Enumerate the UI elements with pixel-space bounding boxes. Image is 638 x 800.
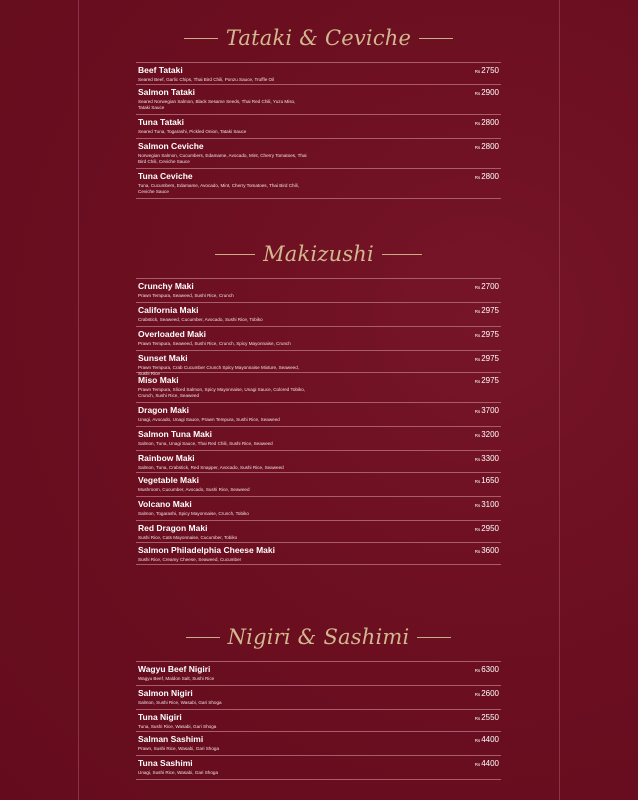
menu-item-name: Vegetable Maki bbox=[138, 475, 199, 485]
menu-item bbox=[136, 473, 501, 497]
menu-item-name: Crunchy Maki bbox=[138, 281, 194, 291]
menu-item-price bbox=[475, 172, 499, 183]
currency-symbol: Rs bbox=[474, 549, 481, 554]
menu-item-description: Prawn Tempura, Sliced Salmon, Spicy Mayonnaise, Unagi Sauce, Colored Tobiko, Crunch, Sushi Rice, Seaweed bbox=[138, 387, 306, 398]
section-tataki-ceviche bbox=[136, 18, 501, 199]
menu-item-description: Crabstick, Seaweed, Cucumber, Avocado, Sushi Rice, Tobiko bbox=[138, 317, 263, 322]
menu-item bbox=[136, 303, 501, 327]
menu-item-price bbox=[475, 546, 499, 557]
price-value: 2975 bbox=[481, 376, 499, 385]
currency-symbol: Rs bbox=[474, 121, 481, 126]
section-title-text: Tataki & Ceviche bbox=[225, 26, 412, 50]
currency-symbol: Rs bbox=[474, 457, 481, 462]
title-rule-right bbox=[419, 38, 453, 39]
price-value: 2975 bbox=[481, 330, 499, 339]
currency-symbol: Rs bbox=[474, 479, 481, 484]
section-title-text: Nigiri & Sashimi bbox=[227, 625, 410, 649]
currency-symbol: Rs bbox=[474, 762, 481, 767]
title-rule-left bbox=[215, 254, 255, 255]
currency-symbol: Rs bbox=[474, 285, 481, 290]
menu-item-description: Unagi, Sushi Rice, Wasabi, Gari Shoga bbox=[138, 770, 219, 775]
menu-item-name: Tuna Nigiri bbox=[138, 712, 182, 722]
currency-symbol: Rs bbox=[474, 333, 481, 338]
menu-item bbox=[136, 279, 501, 303]
menu-item-price bbox=[475, 476, 499, 487]
menu-item-description: Tuna, Cucumbers, Edamame, Avocado, Mint, Cherry Tomatoes, Thai Bird Chili, Ceviche Sauce bbox=[138, 183, 299, 194]
menu-item-price bbox=[475, 689, 499, 700]
menu-item-price bbox=[475, 376, 499, 387]
currency-symbol: Rs bbox=[474, 409, 481, 414]
menu-item-price bbox=[475, 713, 499, 724]
menu-item bbox=[136, 427, 501, 451]
section-title bbox=[136, 617, 501, 657]
menu-item-name: Dragon Maki bbox=[138, 405, 190, 415]
currency-symbol: Rs bbox=[474, 91, 481, 96]
menu-item-description: Sushi Rice, Cats Mayonnaise, Cucumber, Tobiko bbox=[138, 535, 238, 540]
menu-item-description: Salmon, Tuna, Crabstick, Red Snapper, Avocado, Sushi Rice, Seaweed bbox=[138, 465, 284, 470]
menu-item-price bbox=[475, 665, 499, 676]
menu-item bbox=[136, 662, 501, 686]
menu-item bbox=[136, 686, 501, 710]
price-value: 2700 bbox=[481, 282, 499, 291]
section-title bbox=[136, 234, 501, 274]
menu-item bbox=[136, 351, 501, 376]
left-border-line bbox=[78, 0, 79, 800]
menu-item-name: Tuna Sashimi bbox=[138, 758, 193, 768]
menu-item-name: Sunset Maki bbox=[138, 353, 188, 363]
section-nigiri-sashimi bbox=[136, 617, 501, 780]
section-title bbox=[136, 18, 501, 58]
price-value: 1650 bbox=[481, 476, 499, 485]
menu-item-list bbox=[136, 278, 501, 565]
menu-item-name: California Maki bbox=[138, 305, 199, 315]
menu-item-description: Wagyu Beef, Maldon Salt, Sushi Rice bbox=[138, 676, 215, 681]
menu-item bbox=[136, 169, 501, 199]
menu-item-price bbox=[475, 354, 499, 365]
right-border-line bbox=[559, 0, 560, 800]
menu-item-name: Salmon Tuna Maki bbox=[138, 429, 212, 439]
menu-item-description: Seared Beef, Garlic Chips, Thai Bird Chili, Ponzu Sauce, Truffle Oil bbox=[138, 77, 275, 82]
menu-item-name: Salmon Ceviche bbox=[138, 141, 204, 151]
menu-item-price bbox=[475, 406, 499, 417]
price-value: 3700 bbox=[481, 406, 499, 415]
menu-item bbox=[136, 521, 501, 543]
price-value: 2600 bbox=[481, 689, 499, 698]
menu-item-description: Tuna, Sushi Rice, Wasabi, Gari Shoga bbox=[138, 724, 217, 729]
currency-symbol: Rs bbox=[474, 357, 481, 362]
menu-item-price bbox=[475, 282, 499, 293]
menu-item bbox=[136, 497, 501, 521]
menu-item-description: Sushi Rice, Creamy Cheese, Seaweed, Cucumber bbox=[138, 557, 242, 562]
menu-item bbox=[136, 139, 501, 169]
menu-item-price bbox=[475, 500, 499, 511]
menu-item bbox=[136, 756, 501, 780]
menu-item bbox=[136, 373, 501, 403]
section-title-text: Makizushi bbox=[263, 242, 374, 266]
currency-symbol: Rs bbox=[474, 692, 481, 697]
menu-item-description: Salmon, Tuna, Unagi Sauce, Thai Red Chili, Sushi Rice, Seaweed bbox=[138, 441, 273, 446]
price-value: 3600 bbox=[481, 546, 499, 555]
menu-item-name: Tuna Tataki bbox=[138, 117, 184, 127]
title-rule-right bbox=[382, 254, 422, 255]
price-value: 2800 bbox=[481, 172, 499, 181]
menu-item-price bbox=[475, 524, 499, 535]
menu-item-description: Norwegian Salmon, Cucumbers, Edamame, Avocado, Mint, Cherry Tomatoes, Thai Bird Chili, Ceviche Sauce bbox=[138, 153, 307, 164]
menu-item-name: Red Dragon Maki bbox=[138, 523, 208, 533]
menu-item-name: Wagyu Beef Nigiri bbox=[138, 664, 211, 674]
price-value: 2550 bbox=[481, 713, 499, 722]
currency-symbol: Rs bbox=[474, 433, 481, 438]
menu-item-name: Salman Sashimi bbox=[138, 734, 204, 744]
currency-symbol: Rs bbox=[474, 503, 481, 508]
menu-item-name: Rainbow Maki bbox=[138, 453, 195, 463]
menu-item bbox=[136, 115, 501, 139]
currency-symbol: Rs bbox=[474, 145, 481, 150]
price-value: 2750 bbox=[481, 66, 499, 75]
menu-item bbox=[136, 451, 501, 473]
price-value: 4400 bbox=[481, 759, 499, 768]
menu-item bbox=[136, 327, 501, 351]
section-makizushi bbox=[136, 234, 501, 565]
menu-item bbox=[136, 710, 501, 732]
title-rule-left bbox=[184, 38, 218, 39]
menu-item bbox=[136, 543, 501, 565]
price-value: 2800 bbox=[481, 118, 499, 127]
currency-symbol: Rs bbox=[474, 716, 481, 721]
menu-item-description: Seared Tuna, Togarashi, Pickled Onion, Tataki Sauce bbox=[138, 129, 247, 134]
price-value: 3100 bbox=[481, 500, 499, 509]
menu-item-price bbox=[475, 118, 499, 129]
price-value: 2950 bbox=[481, 524, 499, 533]
menu-item-name: Salmon Nigiri bbox=[138, 688, 193, 698]
price-value: 2975 bbox=[481, 306, 499, 315]
menu-item-price bbox=[475, 454, 499, 465]
price-value: 3300 bbox=[481, 454, 499, 463]
price-value: 3200 bbox=[481, 430, 499, 439]
price-value: 2975 bbox=[481, 354, 499, 363]
menu-item bbox=[136, 403, 501, 427]
title-rule-left bbox=[186, 637, 220, 638]
menu-item-price bbox=[475, 735, 499, 746]
menu-item-price bbox=[475, 142, 499, 153]
menu-item-description: Seared Norwegian Salmon, Black Sesame Seeds, Thai Red Chili, Yuzu Miso, Tataki Sauce bbox=[138, 99, 296, 110]
menu-item-price bbox=[475, 66, 499, 77]
currency-symbol: Rs bbox=[474, 527, 481, 532]
currency-symbol: Rs bbox=[474, 668, 481, 673]
menu-item-description: Salmon, Togarashi, Spicy Mayonnaise, Crunch, Tobiko bbox=[138, 511, 249, 516]
menu-item-name: Beef Tataki bbox=[138, 65, 183, 75]
menu-item bbox=[136, 85, 501, 115]
menu-item-description: Prawn Tempura, Crab Cucumber Crunch Spicy Mayonnaise Mixture, Seaweed, Sushi Rice bbox=[138, 365, 300, 376]
menu-item-description: Salmon, Sushi Rice, Wasabi, Gari Shoga bbox=[138, 700, 222, 705]
menu-item-price bbox=[475, 759, 499, 770]
menu-item-price bbox=[475, 430, 499, 441]
currency-symbol: Rs bbox=[474, 175, 481, 180]
title-rule-right bbox=[417, 637, 451, 638]
price-value: 6300 bbox=[481, 665, 499, 674]
menu-item-description: Prawn Tempura, Seaweed, Sushi Rice, Crunch, Spicy Mayonnaise, Crunch bbox=[138, 341, 291, 346]
currency-symbol: Rs bbox=[474, 309, 481, 314]
price-value: 2800 bbox=[481, 142, 499, 151]
menu-item-name: Volcano Maki bbox=[138, 499, 192, 509]
menu-item-list bbox=[136, 661, 501, 780]
menu-item-name: Salmon Philadelphia Cheese Maki bbox=[138, 545, 275, 555]
menu-item-list bbox=[136, 62, 501, 199]
menu-item-price bbox=[475, 330, 499, 341]
menu-item-description: Mushroom, Cucumber, Avocado, Sushi Rice, Seaweed bbox=[138, 487, 250, 492]
menu-item-description: Unagi, Avocado, Unagi Sauce, Prawn Tempura, Sushi Rice, Seaweed bbox=[138, 417, 280, 422]
price-value: 4400 bbox=[481, 735, 499, 744]
currency-symbol: Rs bbox=[474, 69, 481, 74]
menu-item bbox=[136, 63, 501, 85]
menu-item-description: Prawn, Sushi Rice, Wasabi, Gari Shoga bbox=[138, 746, 220, 751]
price-value: 2900 bbox=[481, 88, 499, 97]
menu-item-name: Miso Maki bbox=[138, 375, 179, 385]
menu-item-name: Overloaded Maki bbox=[138, 329, 207, 339]
menu-item-description: Prawn Tempura, Seaweed, Sushi Rice, Crunch bbox=[138, 293, 234, 298]
menu-item-price bbox=[475, 88, 499, 99]
currency-symbol: Rs bbox=[474, 738, 481, 743]
menu-item bbox=[136, 732, 501, 756]
menu-item-price bbox=[475, 306, 499, 317]
menu-item-name: Tuna Ceviche bbox=[138, 171, 193, 181]
menu-item-name: Salmon Tataki bbox=[138, 87, 195, 97]
currency-symbol: Rs bbox=[474, 379, 481, 384]
